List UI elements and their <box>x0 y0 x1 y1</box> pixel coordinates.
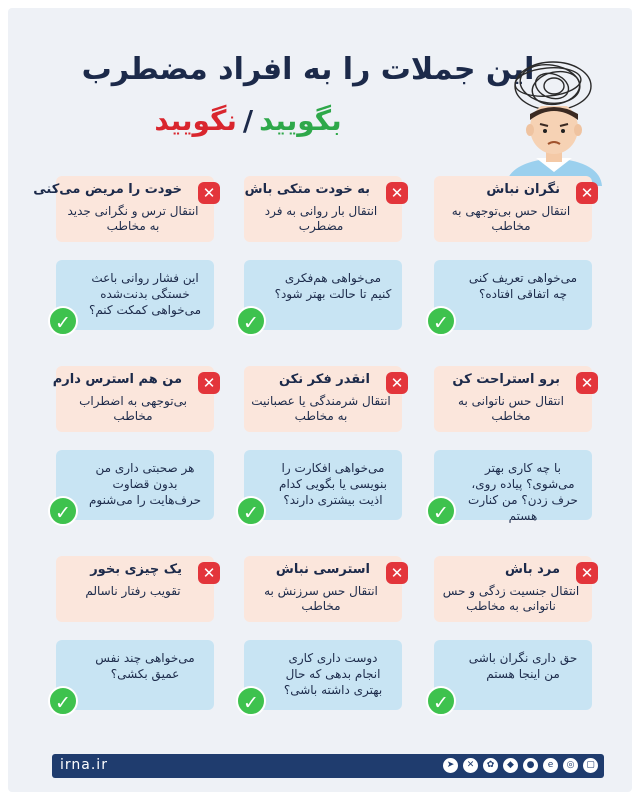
bale-icon[interactable]: ● <box>523 758 538 773</box>
subtitle <box>8 104 488 137</box>
do-phrase: هر صحبتی داری من بدون قضاوت حرف‌هایت را می‌شنوم <box>88 461 202 507</box>
do-card <box>243 640 402 714</box>
dont-reason: انتقال حس سرزنش به مخاطب <box>264 584 378 613</box>
site-link[interactable]: irna.ir <box>60 757 108 773</box>
dont-reason: انتقال شرمندگی یا عصبانیت به مخاطب <box>251 394 391 423</box>
do-phrase: می‌خواهی چند نفس عمیق بکشی؟ <box>95 651 195 681</box>
do-phrase: دوست داری کاری انجام بدهی که حال بهتری داشته باشی؟ <box>283 651 383 697</box>
do-phrase: با چه کاری بهتر می‌شوی؟ پیاده روی، حرف زدن؟ من کنارت هستم <box>468 461 578 523</box>
do-card <box>55 260 214 334</box>
check-icon: ✓ <box>48 496 78 526</box>
igap-icon[interactable]: ◎ <box>563 758 578 773</box>
do-phrase: می‌خواهی هم‌فکری کنیم تا حالت بهتر شود؟ <box>274 271 392 301</box>
check-icon: ✓ <box>236 496 266 526</box>
do-card <box>55 450 214 524</box>
telegram-icon[interactable]: ➤ <box>443 758 458 773</box>
subtitle-negative: نگویید <box>154 104 237 137</box>
dont-card <box>244 176 402 242</box>
do-phrase: می‌خواهی افکارت را بنویسی یا بگویی کدام اذیت بیشتری دارند؟ <box>279 461 387 507</box>
do-card <box>433 640 592 714</box>
instagram-icon[interactable]: ▢ <box>583 758 598 773</box>
dont-card <box>52 366 216 432</box>
do-card <box>243 450 402 524</box>
x-icon: ✕ <box>576 182 598 204</box>
do-phrase: می‌خواهی تعریف کنی چه اتفاقی افتاده؟ <box>468 271 578 301</box>
dont-reason: انتقال ترس و نگرانی جدید به مخاطب <box>67 204 199 233</box>
dont-card <box>244 366 402 432</box>
dont-phrase: به خودت متکی باش <box>244 182 370 197</box>
dont-phrase: یک چیزی بخور <box>90 562 182 577</box>
x-icon: ✕ <box>576 372 598 394</box>
do-card <box>243 260 402 334</box>
x-icon: ✕ <box>576 562 598 584</box>
check-icon: ✓ <box>48 686 78 716</box>
footer-bar <box>52 754 604 778</box>
dont-phrase: من هم استرس دارم <box>52 372 182 387</box>
subtitle-separator: / <box>242 104 254 137</box>
do-card <box>433 450 592 524</box>
do-card <box>433 260 592 334</box>
check-icon: ✓ <box>426 686 456 716</box>
check-icon: ✓ <box>48 306 78 336</box>
dont-card <box>434 366 592 432</box>
x-icon: ✕ <box>198 372 220 394</box>
do-card <box>55 640 214 714</box>
page-title: این جملات را به افراد مضطرب <box>81 52 535 87</box>
dont-phrase: خودت را مریض می‌کنی <box>33 182 182 197</box>
subtitle-positive: بگویید <box>259 104 342 137</box>
dont-reason: انتقال جنسیت زدگی و حس ناتوانی به مخاطب <box>442 584 580 613</box>
dont-reason: انتقال حس ناتوانی به مخاطب <box>458 394 564 423</box>
social-icons <box>443 758 598 773</box>
soroush-icon[interactable]: ✿ <box>483 758 498 773</box>
check-icon: ✓ <box>236 686 266 716</box>
x-icon: ✕ <box>386 562 408 584</box>
eitaa-icon[interactable]: e <box>543 758 558 773</box>
x-icon[interactable]: ✕ <box>463 758 478 773</box>
dont-reason: انتقال بار روانی به فرد مضطرب <box>264 204 378 233</box>
check-icon: ✓ <box>426 496 456 526</box>
do-phrase: حق داری نگران باشی من اینجا هستم <box>468 651 578 681</box>
x-icon: ✕ <box>198 182 220 204</box>
do-phrase: این فشار روانی باعث خستگی بدنت‌شده می‌خواهی کمکت کنم؟ <box>88 271 202 317</box>
dont-card <box>434 556 592 622</box>
dont-phrase: برو استراحت کن <box>452 372 560 387</box>
dont-card <box>244 556 402 622</box>
x-icon: ✕ <box>386 372 408 394</box>
dont-card <box>33 176 216 242</box>
check-icon: ✓ <box>236 306 266 336</box>
dont-phrase: انقدر فکر نکن <box>278 372 370 387</box>
dont-phrase: استرسی نباش <box>275 562 370 577</box>
dont-phrase: مرد باش <box>504 562 560 577</box>
rubika-icon[interactable]: ◆ <box>503 758 518 773</box>
dont-reason: بی‌توجهی به اضطراب مخاطب <box>79 394 187 423</box>
dont-reason: انتقال حس بی‌توجهی به مخاطب <box>451 204 571 233</box>
x-icon: ✕ <box>198 562 220 584</box>
infographic <box>8 8 632 792</box>
worried-person-illustration <box>498 106 610 186</box>
dont-card <box>56 556 214 622</box>
dont-card <box>434 176 592 242</box>
x-icon: ✕ <box>386 182 408 204</box>
dont-reason: تقویب رفتار ناسالم <box>85 584 181 598</box>
dont-phrase: نگران نباش <box>486 182 560 197</box>
check-icon: ✓ <box>426 306 456 336</box>
